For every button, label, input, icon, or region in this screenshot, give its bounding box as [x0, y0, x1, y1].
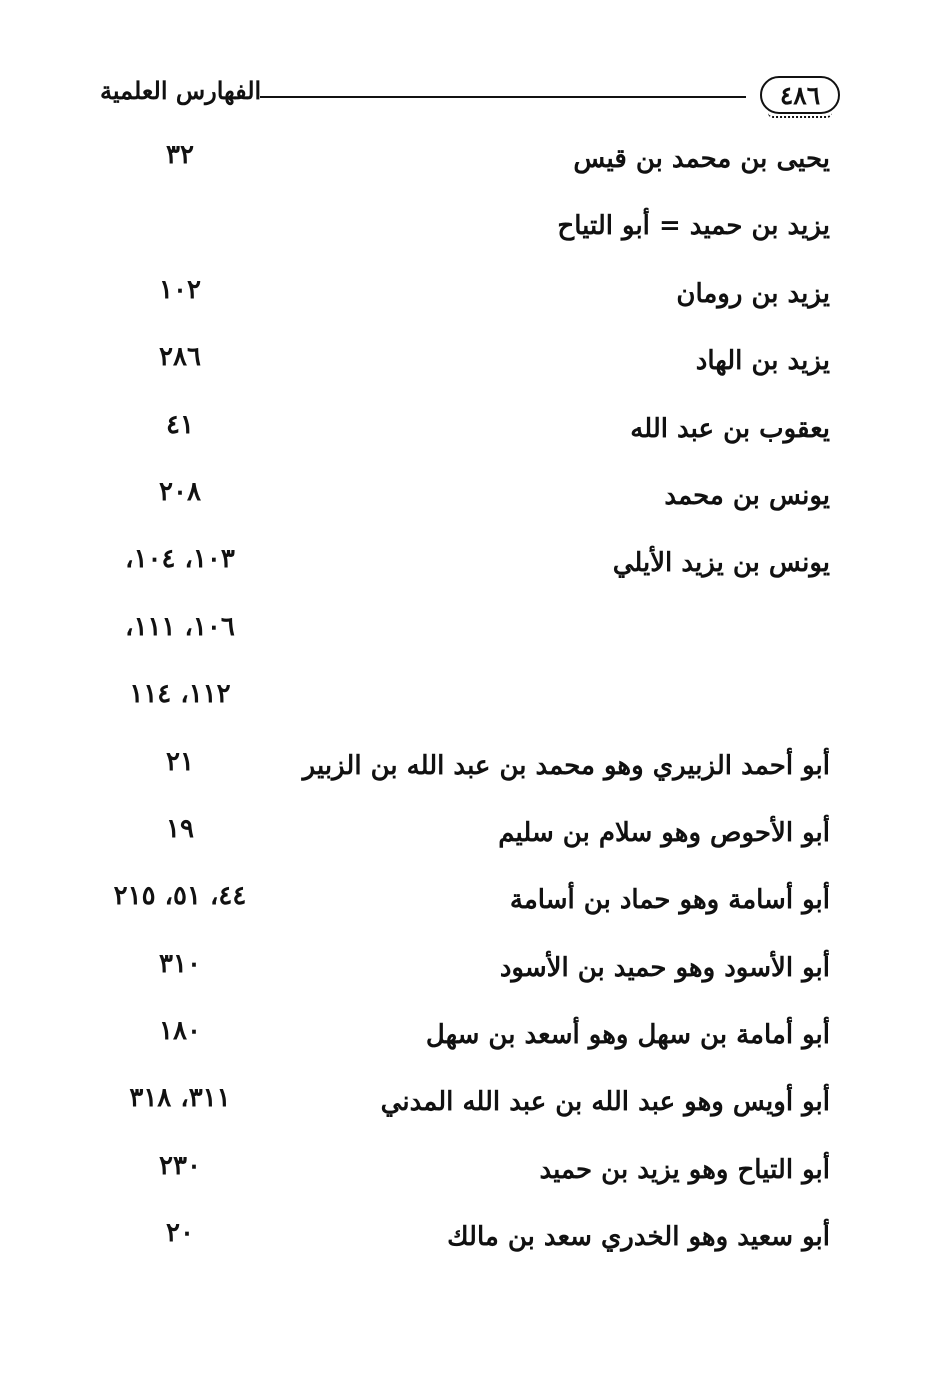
entry-pages: ٤١	[166, 409, 194, 440]
entry-name: يونس بن محمد	[664, 480, 830, 511]
page-number: ٤٨٦	[760, 76, 840, 114]
index-entry	[100, 197, 830, 264]
entry-pages: ٣٢	[166, 140, 194, 170]
entry-name: أبو أويس وهو عبد الله بن عبد الله المدني	[380, 1087, 830, 1118]
entry-name: يعقوب بن عبد الله	[630, 413, 830, 444]
entry-pages: ١٨٠	[159, 1016, 201, 1047]
entry-pages: ٤٤، ٥١، ٢١٥	[113, 881, 247, 912]
index-entry	[100, 1073, 830, 1140]
index-entry	[100, 1006, 830, 1073]
index-entry	[100, 871, 830, 938]
entry-name: أبو الأسود وهو حميد بن الأسود	[499, 952, 830, 983]
entry-name: يحيى بن محمد بن قيس	[573, 144, 830, 174]
index-entry	[100, 400, 830, 467]
entry-pages: ٢٣٠	[159, 1150, 201, 1181]
entry-name: يزيد بن رومان	[676, 278, 830, 309]
entry-name: أبو الأحوص وهو سلام بن سليم	[498, 817, 830, 848]
index-entry	[100, 737, 830, 804]
index-entry	[100, 467, 830, 534]
entry-pages: ٢٨٦	[159, 342, 201, 373]
index-entry	[100, 804, 830, 871]
entry-pages: ١٠٦، ١١١،	[125, 611, 235, 642]
entry-pages: ٢٠٨	[159, 476, 201, 507]
entry-pages: ٣١١، ٣١٨	[129, 1083, 231, 1114]
index-entries	[100, 130, 830, 1276]
entry-name: أبو أسامة وهو حماد بن أسامة	[509, 885, 830, 916]
entry-pages: ١١٢، ١١٤	[129, 679, 231, 710]
entry-pages: ٢٠	[166, 1218, 194, 1249]
entry-name: أبو أحمد الزبيري وهو محمد بن عبد الله بن الزبير	[302, 750, 830, 781]
header-rule	[260, 96, 746, 98]
entry-pages: ١٠٢	[159, 274, 201, 305]
entry-pages: ١٩	[166, 813, 194, 844]
index-entry	[100, 265, 830, 332]
entry-name: يونس بن يزيد الأيلي	[612, 548, 830, 579]
page-header	[100, 72, 840, 128]
entry-name: أبو أمامة بن سهل وهو أسعد بن سهل	[425, 1020, 830, 1051]
entry-name: أبو التياح وهو يزيد بن حميد	[539, 1154, 830, 1185]
entry-name: يزيد بن حميد = أبو التياح	[557, 211, 830, 242]
entry-pages: ٣١٠	[159, 948, 201, 979]
entry-pages: ٢١	[166, 746, 194, 777]
index-entry	[100, 332, 830, 399]
index-entry	[100, 534, 830, 601]
entry-pages: ١٠٣، ١٠٤،	[125, 544, 235, 575]
index-entry	[100, 939, 830, 1006]
entry-name: يزيد بن الهاد	[695, 346, 830, 377]
index-entry	[100, 1141, 830, 1208]
index-entry	[100, 1208, 830, 1275]
running-title: الفهارس العلمية	[100, 76, 262, 105]
index-entry	[100, 130, 830, 197]
entry-name: أبو سعيد وهو الخدري سعد بن مالك	[447, 1222, 830, 1253]
index-entry-continuation	[100, 669, 830, 736]
index-entry-continuation	[100, 602, 830, 669]
